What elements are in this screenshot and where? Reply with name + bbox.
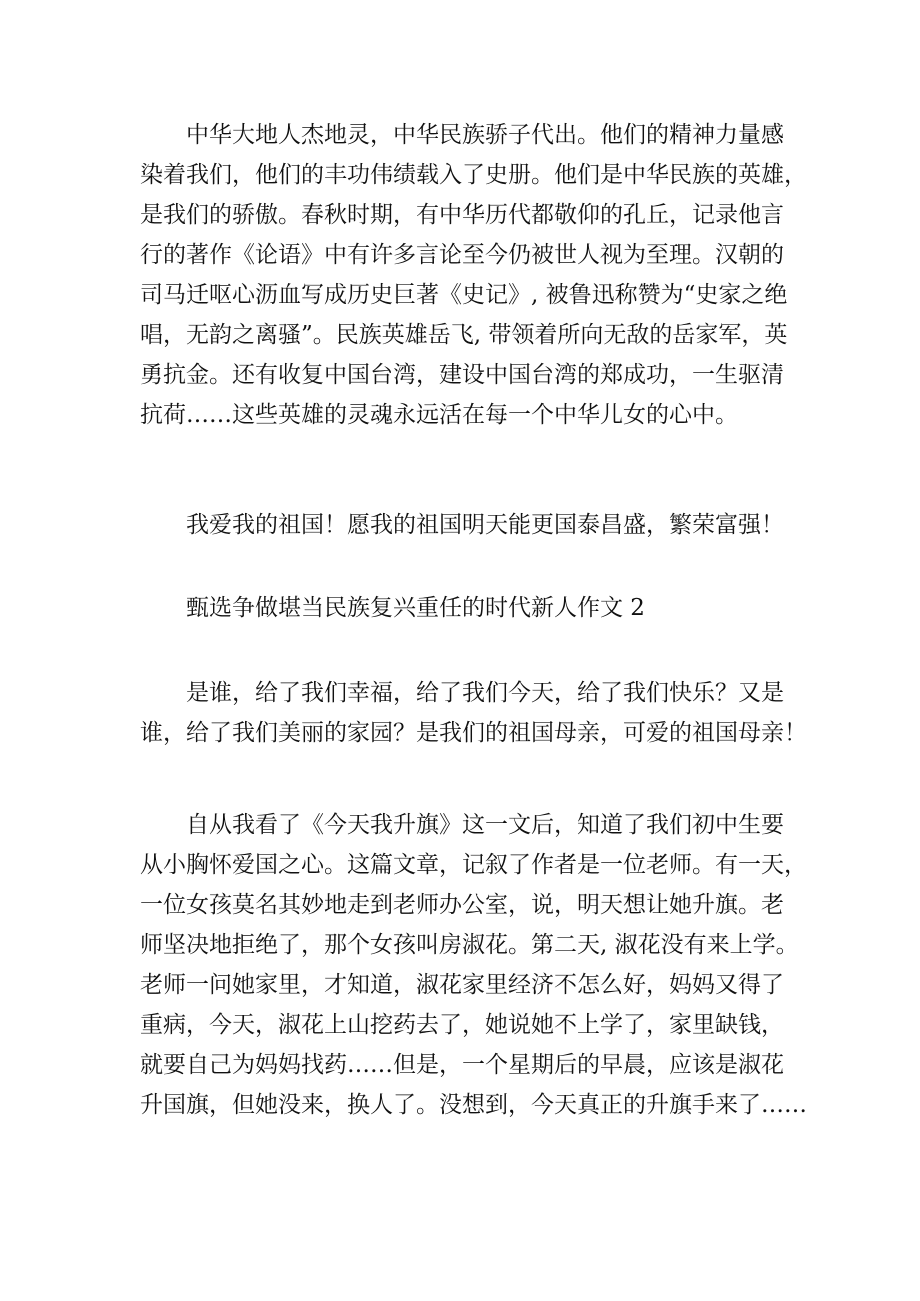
paragraph-line: 是我们的骄傲。春秋时期，有中华历代都敬仰的孔丘，记录他言 — [140, 202, 784, 228]
section-title — [140, 588, 800, 628]
paragraph-line: 就要自己为妈妈找药……但是，一个星期后的早晨，应该是淑花 — [140, 1052, 784, 1078]
paragraph-line: 从小胸怀爱国之心。这篇文章，记叙了作者是一位老师。有一天， — [140, 852, 807, 878]
paragraph-line: 升国旗，但她没来，换人了。没想到，今天真正的升旗手来了…… — [140, 1092, 807, 1118]
paragraph-line: 抗荷……这些英雄的灵魂永远活在每一个中华儿女的心中。 — [140, 402, 738, 428]
paragraph-line: 一位女孩莫名其妙地走到老师办公室，说，明天想让她升旗。老 — [140, 892, 784, 918]
paragraph-line: 勇抗金。还有收复中国台湾，建设中国台湾的郑成功，一生驱清 — [140, 362, 784, 388]
paragraph-4 — [140, 805, 807, 1125]
paragraph-line: 谁，给了我们美丽的家园？是我们的祖国母亲，可爱的祖国母亲！ — [140, 720, 807, 746]
paragraph-line: 老师一问她家里，才知道，淑花家里经济不怎么好，妈妈又得了 — [140, 972, 784, 998]
section-title-text: 甄选争做堪当民族复兴重任的时代新人作文 2 — [186, 595, 645, 621]
paragraph-line: 染着我们，他们的丰功伟绩载入了史册。他们是中华民族的英雄， — [140, 162, 807, 188]
paragraph-line: 司马迁呕心沥血写成历史巨著《史记》, 被鲁迅称赞为“史家之绝 — [140, 282, 788, 308]
paragraph-line: 自从我看了《今天我升旗》这一文后，知道了我们初中生要 — [186, 812, 784, 838]
paragraph-line: 重病，今天，淑花上山挖药去了，她说她不上学了，家里缺钱， — [140, 1012, 784, 1038]
paragraph-line: 我爱我的祖国！愿我的祖国明天能更国泰昌盛，繁荣富强！ — [186, 512, 784, 538]
paragraph-line: 唱，无韵之离骚”。民族英雄岳飞, 带领着所向无敌的岳家军，英 — [140, 322, 788, 348]
paragraph-2 — [140, 505, 800, 545]
paragraph-line: 中华大地人杰地灵，中华民族骄子代出。他们的精神力量感 — [186, 122, 784, 148]
paragraph-1 — [140, 115, 807, 435]
paragraph-3 — [140, 673, 807, 753]
paragraph-line: 行的著作《论语》中有许多言论至今仍被世人视为至理。汉朝的 — [140, 242, 784, 268]
paragraph-line: 师坚决地拒绝了，那个女孩叫房淑花。第二天, 淑花没有来上学。 — [140, 932, 799, 958]
paragraph-line: 是谁，给了我们幸福，给了我们今天，给了我们快乐？又是 — [186, 680, 784, 706]
